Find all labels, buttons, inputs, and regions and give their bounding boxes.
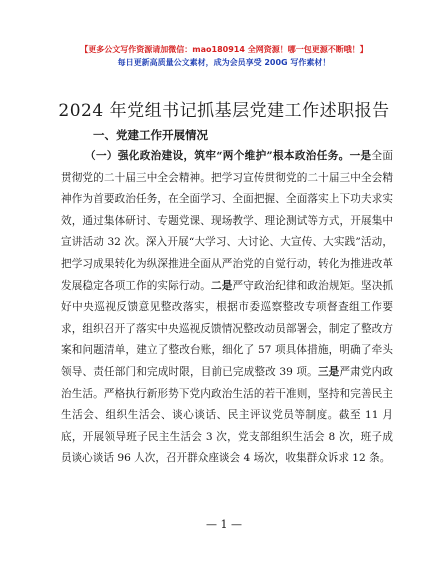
body-paragraph xyxy=(61,146,393,470)
section-heading: 一、党建工作开展情况 xyxy=(93,128,208,142)
paragraph-marker-3: 三是 xyxy=(317,365,340,378)
paragraph-part-2: 严守政治纪律和政治规矩。坚决抓好中央巡视反馈意见整改落实，根据市委巡察整改专项督查组工作要求，组织召开了落实中央巡视反馈情况整改动员部署会，制定了整改方案和问题清单，建立了整改台账，细化了 57 项具体措施，明确了牵头领导、责任部门和完成时限，目前已完成整改 39 项。 xyxy=(61,279,394,378)
paragraph-lead: （一）强化政治建设，筑牢“两个维护”根本政治任务。一是 xyxy=(85,150,372,162)
paragraph-marker-2: 二是 xyxy=(211,279,233,292)
paragraph-part-1: 全面贯彻党的二十届三中全会精神。把学习宣传贯彻党的二十届三中全会精神作为首要政治任务，在全面学习、全面把握、全面落实上下功夫求实效，通过集体研讨、专题党课、现场教学、理论测试等方式，开展集中宣讲活动 32 次。深入开展“大学习、大讨论、大宣传、大实践”活动，把学习成果转化为纵深推进全面从严治党的自觉行动，转化为推进改革发展稳定各项工作的实际行动。 xyxy=(61,150,394,292)
document-title: 2024 年党组书记抓基层党建工作述职报告 xyxy=(58,101,390,121)
page-number: — 1 — xyxy=(206,518,242,531)
promo-banner-red: 【更多公文写作资源请加微信：mao180914 全网资源！哪一包更源不断哦！】 xyxy=(80,45,368,54)
promo-banner-blue: 每日更新高质量公文素材，成为会员享受 200G 写作素材！ xyxy=(117,58,331,67)
paragraph-part-3: 严肃党内政治生活。严格执行新形势下党内政治生活的若干准则，坚持和完善民主生活会、组织生活会、谈心谈话、民主评议党员等制度。截至 11 月底，开展领导班子民主生活会 3 次，党支部组织生活会 8 次，班子成员谈心谈话 96 人次，召开群众座谈会 4 场次，收集群众诉求 12 条。 xyxy=(61,365,394,465)
